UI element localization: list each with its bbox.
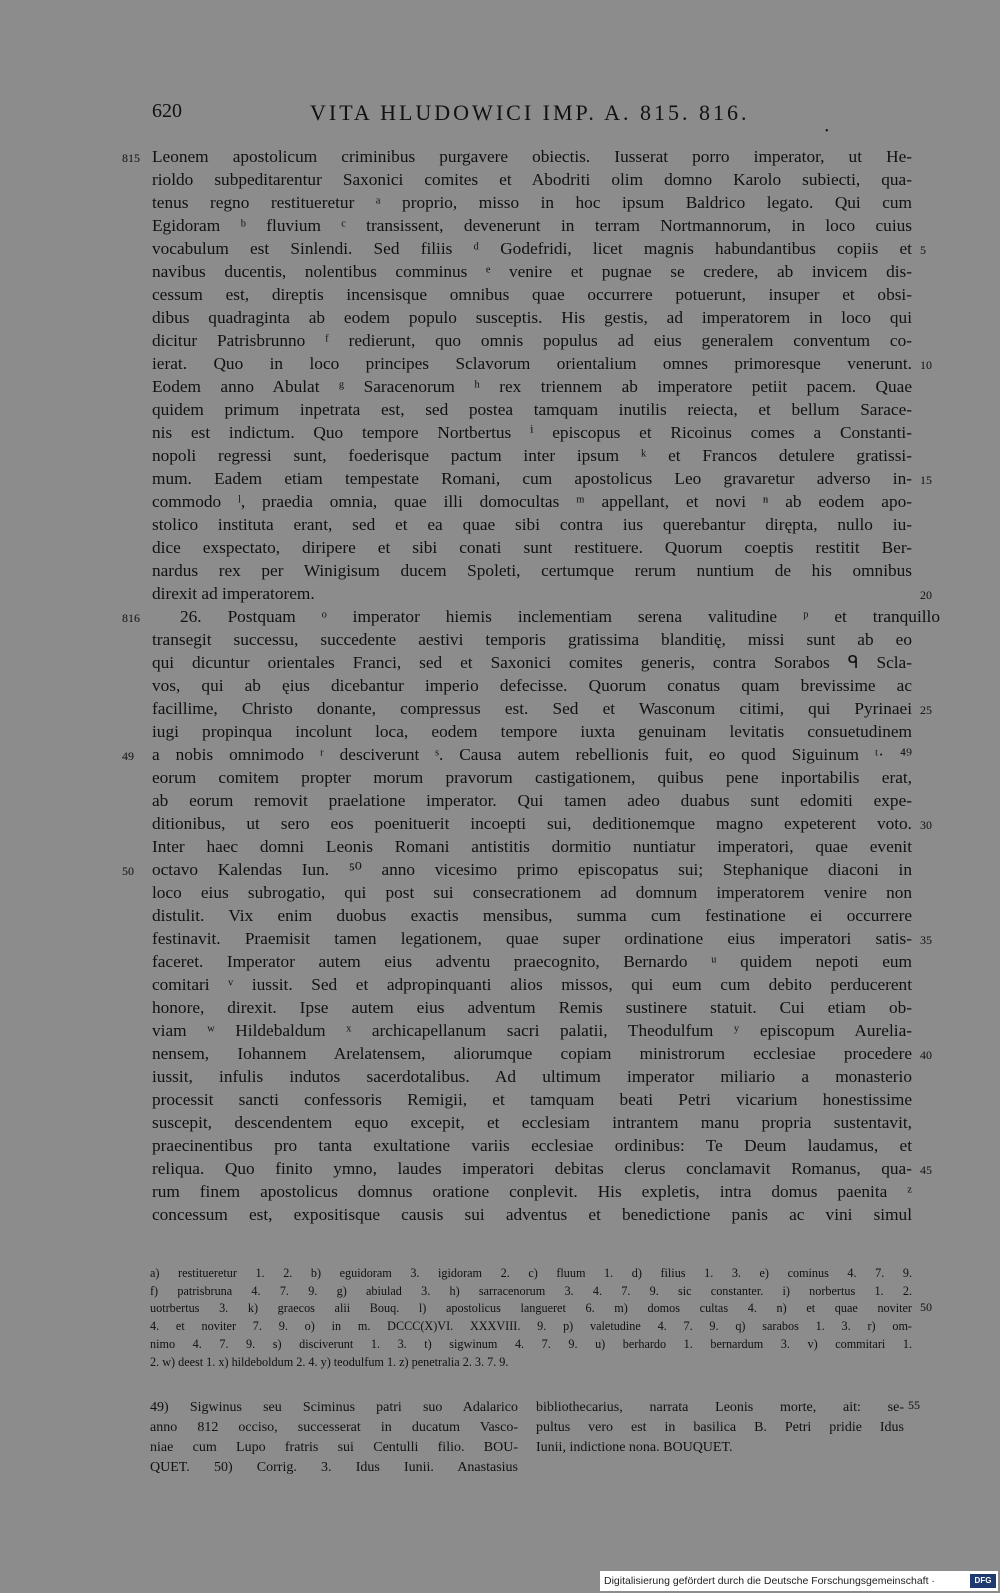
text-line: eorum comitem propter morum pravorum castigationem, quibus pene inportabilis erat, [152, 768, 912, 787]
text-line: rioldo subpeditarentur Saxonici comites et Abodriti olim domno Karolo subiecti, qua- [152, 170, 912, 189]
line-number-margin: 55 [908, 1398, 920, 1412]
text-line: nardus rex per Winigisum ducem Spoleti, certumque rerum nuntium de his omnibus [152, 561, 912, 580]
text-line: nis est indictum. Quo tempore Nortbertus ⁱ episcopus et Ricoinus comes a Constanti- [152, 423, 912, 442]
text-line: ditionibus, ut sero eos poenituerit incoepti sui, deditionemque magno expeterent voto. [152, 814, 912, 833]
text-line: festinavit. Praemisit tamen legationem, quae super ordinatione eius imperatori satis- [152, 929, 912, 948]
text-line: Eodem anno Abulat ᵍ Saracenorum ʰ rex triennem ab imperatore petiit pacem. Quae [152, 377, 912, 396]
text-line: vocabulum est Sinlendi. Sed filiis ᵈ Godefridi, licet magnis habundantibus copiis et [152, 239, 912, 258]
text-line: direxit ad imperatorem. [152, 584, 315, 603]
endnote-line: QUET. 50) Corrig. 3. Idus Iunii. Anastasius [150, 1460, 518, 1475]
text-line: honore, direxit. Ipse autem eius adventum Remis sustinere statuit. Cui etiam ob- [152, 998, 912, 1017]
text-line: quidem primum inpetrata est, sed postea tamquam inutilis reiecta, et bellum Sarace- [152, 400, 912, 419]
digitization-footer [600, 1571, 998, 1591]
line-number: 45 [920, 1163, 932, 1177]
text-line: cessum est, direptis incensisque omnibus quae occurrere potuerunt, insuper et obsi- [152, 285, 912, 304]
endnote-line: 49) Sigwinus seu Sciminus patri suo Adalarico [150, 1400, 518, 1415]
text-line: nensem, Iohannem Arelatensem, aliorumque copiam ministrorum ecclesiae procedere [152, 1044, 912, 1063]
text-line: stolico instituta erant, sed et ea quae sibi contra ius querebantur dirępta, nullo iu- [152, 515, 912, 534]
year-margin-note: 50 [122, 864, 134, 878]
endnote-line: niae cum Lupo fratris sui Centulli filio. BOU- [150, 1440, 518, 1455]
dfg-logo: DFG [970, 1574, 996, 1588]
year-margin-note: 49 [122, 749, 134, 763]
year-margin-note: 816 [122, 611, 140, 625]
text-line: vos, qui ab ęius dicebantur imperio defecisse. Quorum conatus quam brevissime ac [152, 676, 912, 695]
text-line: octavo Kalendas Iun. ⁵⁰ anno vicesimo primo episcopatus sui; Stephanique diaconi in [152, 860, 912, 879]
text-line: distulit. Vix enim duobus exactis mensibus, summa cum festinatione ei occurrere [152, 906, 912, 925]
text-line: ab eorum removit praelatione imperator. Qui tamen adeo duabus sunt edomiti expe- [152, 791, 912, 810]
apparatus-line: a) restitueretur 1. 2. b) eguidoram 3. igidoram 2. c) fluum 1. d) filius 1. 3. e) cominus 4. 7. 9. [150, 1266, 912, 1280]
line-number: 10 [920, 358, 932, 372]
line-number: 5 [920, 243, 926, 257]
line-number: 15 [920, 473, 932, 487]
page-number: 620 [152, 100, 182, 122]
text-line: facillime, Christo donante, compressus est. Sed et Wasconum citimi, qui Pyrinaei [152, 699, 912, 718]
text-line: Inter haec domni Leonis Romani antistitis dormitio nuntiatur imperatori, quae evenit [152, 837, 912, 856]
text-line: a nobis omnimodo ʳ desciverunt ˢ. Causa autem rebellionis fuit, eo quod Siguinum ᵗ· ⁴⁹ [152, 745, 912, 764]
endnote-line: bibliothecarius, narrata Leonis morte, ait: se- [536, 1400, 904, 1415]
endnote-line: Iunii, indictione nona. BOUQUET. [536, 1440, 733, 1455]
ink-dot: • [825, 126, 829, 137]
line-number: 20 [920, 588, 932, 602]
text-line: tenus regno restitueretur ᵃ proprio, misso in hoc ipsum Baldrico legato. Qui cum [152, 193, 912, 212]
year-margin-note: 815 [122, 151, 140, 165]
text-line: processit sancti confessoris Remigii, et tamquam beati Petri vicarium honestissime [152, 1090, 912, 1109]
text-line: Egidoram ᵇ fluvium ᶜ transissent, devenerunt in terram Nortmannorum, in loco cuius [152, 216, 912, 235]
text-line: concessum est, expositisque causis sui adventus et benedictione panis ac vini simul [152, 1205, 912, 1224]
line-number: 50 [920, 1300, 932, 1315]
running-title: VITA HLUDOWICI IMP. A. 815. 816. [310, 100, 750, 125]
line-number: 25 [920, 703, 932, 717]
text-line: reliqua. Quo finito ymno, laudes imperatori debitas clerus conclamavit Romanus, qua- [152, 1159, 912, 1178]
text-line: 26. Postquam ᵒ imperator hiemis inclementiam serena valitudine ᵖ et tranquillo [180, 607, 940, 626]
text-line: qui dicuntur orientales Franci, sed et Saxonici comites generis, contra Sorabos ᑫ Scla- [152, 653, 912, 672]
endnote-line: anno 812 occiso, successerat in ducatum Vasco- [150, 1420, 518, 1435]
text-line: comitari ᵛ iussit. Sed et adpropinquanti alios missos, qui eum cum debito perducerent [152, 975, 912, 994]
text-line: loco eius subrogatio, qui post sui consecrationem ad domnum imperatorem venire non [152, 883, 912, 902]
apparatus-line: 2. w) deest 1. x) hildeboldum 2. 4. y) teodulfum 1. z) penetralia 2. 3. 7. 9. [150, 1354, 509, 1369]
line-number: 35 [920, 933, 932, 947]
apparatus-line: f) patrisbruna 4. 7. 9. g) abiulad 3. h) sarracenorum 3. 4. 7. 9. sic constanter. i) norbertus 1. 2. [150, 1283, 912, 1298]
text-line: suscepit, descendentem equo excepit, et ecclesiam intrantem manu propria sustentavit, [152, 1113, 912, 1132]
running-header [0, 100, 1000, 130]
text-line: dice exspectato, diripere et sibi conati sunt restituere. Quorum coeptis restitit Ber- [152, 538, 912, 557]
apparatus-line: nimo 4. 7. 9. s) disciverunt 1. 3. t) sigwinum 4. 7. 9. u) berhardo 1. bernardum 3. v) commitari 1. [150, 1336, 912, 1351]
text-line: iugi propinqua incolunt loca, eodem tempore iuxta genuinam levitatis consuetudinem [152, 722, 912, 741]
text-line: iussit, infulis indutos sacerdotalibus. Ad ultimum imperator miliario a monasterio [152, 1067, 912, 1086]
text-line: rum finem apostolicus domnus oratione conplevit. His expletis, intra domus paenita ᶻ [152, 1182, 912, 1201]
text-line: dicitur Patrisbrunno ᶠ redierunt, quo omnis populus ad eius generalem conventum co- [152, 331, 912, 350]
text-line: praecinentibus pro tanta exultatione variis ecclesiae ordinibus: Te Deum laudamus, et [152, 1136, 912, 1155]
text-line: faceret. Imperator autem eius adventu praecognito, Bernardo ᵘ quidem nepoti eum [152, 952, 912, 971]
line-number: 40 [920, 1048, 932, 1062]
text-line: nopoli regressi sunt, foederisque pactum inter ipsum ᵏ et Francos detulere gratissi- [152, 446, 912, 465]
text-line: ierat. Quo in loco principes Sclavorum orientalium omnes primoresque venerunt. [152, 354, 912, 373]
text-line: mum. Eadem etiam tempestate Romani, cum apostolicus Leo gravaretur adverso in- [152, 469, 912, 488]
apparatus-line: 4. et noviter 7. 9. o) in m. DCCC(X)VI. XXXVIII. 9. p) valetudine 4. 7. 9. q) sarabos 1. 3. r) om- [150, 1319, 912, 1334]
apparatus-line: uotrbertus 3. k) graecos alii Bouq. l) apostolicus langueret 6. m) domos cultas 4. n) et quae noviter [150, 1301, 912, 1316]
endnote-line: pultus vero est in basilica B. Petri pridie Idus [536, 1420, 904, 1435]
text-line: navibus ducentis, nolentibus comminus ᵉ venire et pugnae se credere, ab invicem dis- [152, 262, 912, 281]
text-line: dibus quadraginta ab eodem populo susceptis. His gestis, ad imperatorem in loco qui [152, 308, 912, 327]
text-line: viam ʷ Hildebaldum ˣ archicapellanum sacri palatii, Theodulfum ʸ episcopum Aurelia- [152, 1021, 912, 1040]
text-line: Leonem apostolicum criminibus purgavere obiectis. Iusserat porro imperator, ut He- [152, 147, 912, 166]
line-number: 30 [920, 818, 932, 832]
text-line: commodo ˡ, praedia omnia, quae illi domocultas ᵐ appellant, et novi ⁿ ab eodem apo- [152, 492, 912, 511]
text-line: transegit successu, succedente aestivi temporis gratissima blanditię, missi sunt ab eo [152, 630, 912, 649]
footer-text: Digitalisierung gefördert durch die Deutsche Forschungsgemeinschaft · [604, 1575, 935, 1587]
